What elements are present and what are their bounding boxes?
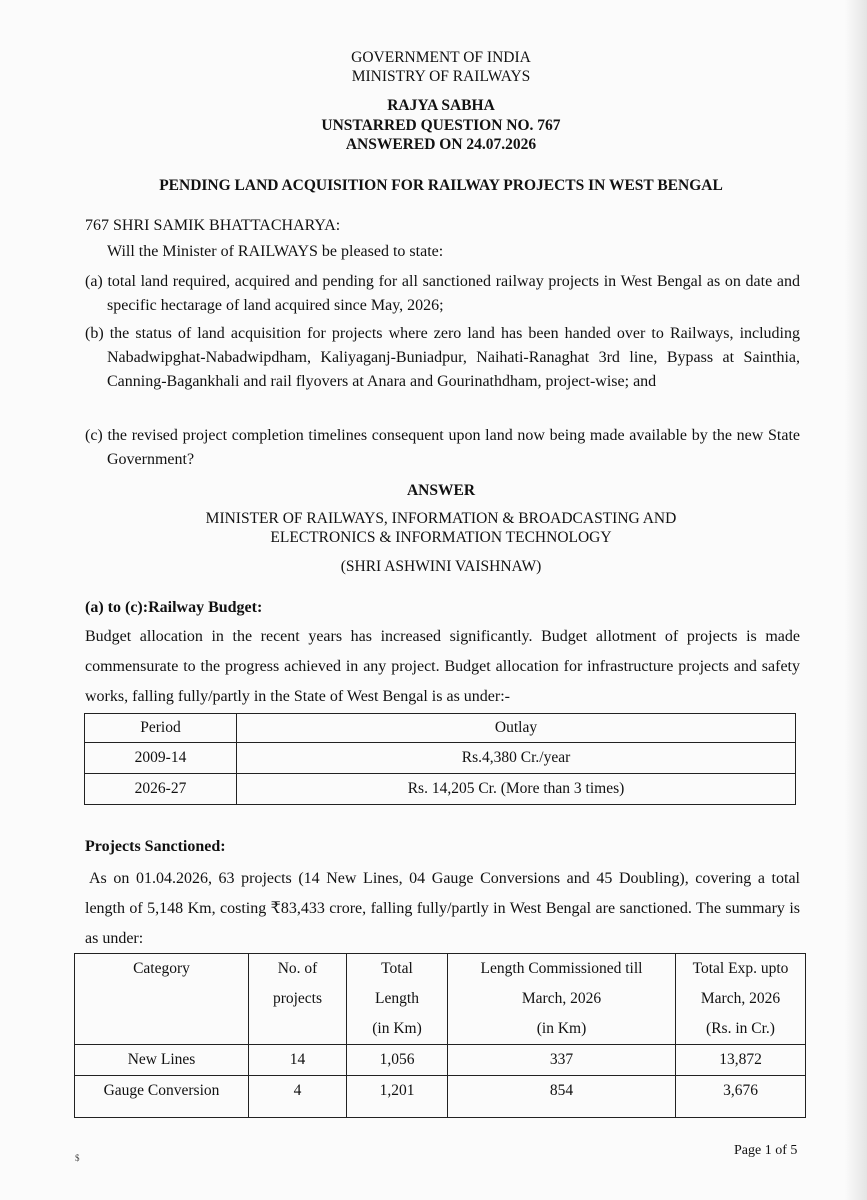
header-text: projects [272, 990, 323, 1007]
table-header-cell [347, 954, 448, 1045]
table-cell: 854 [448, 1076, 676, 1118]
question-part-b: (b) the status of land acquisition for projects where zero land has been handed over to Railways, including Nabadwipghat-Nabadwipdham, Kaliyaganj-Buniadpur, Naihati-Ranaghat 3rd line, Bypass at Sainthia, Canning-Bagankhali and rail flyovers at Anara and Gourinathdham, project-wise; and [85, 325, 800, 390]
budget-table [84, 713, 796, 805]
table-header-cell [676, 954, 806, 1045]
minister-name: (SHRI ASHWINI VAISHNAW) [340, 558, 542, 575]
table-cell: Gauge Conversion [75, 1076, 249, 1118]
footer-mark: $ [75, 1153, 80, 1163]
table-cell: New Lines [75, 1045, 249, 1076]
question-asker: 767 SHRI SAMIK BHATTACHARYA: [85, 217, 341, 234]
table-cell: 3,676 [676, 1076, 806, 1118]
table-header-cell: Period [85, 714, 237, 743]
header-government: GOVERNMENT OF INDIA [351, 49, 531, 66]
table-cell: 2009-14 [85, 743, 237, 774]
header-ministry: MINISTRY OF RAILWAYS [351, 68, 531, 85]
budget-paragraph: Budget allocation in the recent years has increased significantly. Budget allotment of projects is made commensurate to the progress achieved in any project. Budget allocation for infrastructure projects and safety works, falling fully/partly in the State of West Bengal is as under:- [85, 628, 800, 705]
table-cell: 337 [448, 1045, 676, 1076]
projects-table [74, 953, 806, 1118]
page-number: Page 1 of 5 [734, 1143, 798, 1158]
header-text: (in Km) [372, 1020, 422, 1037]
table-row [75, 1076, 806, 1118]
table-row [75, 1045, 806, 1076]
header-text: No. of [277, 960, 318, 977]
table-cell: 1,056 [347, 1045, 448, 1076]
header-house: RAJYA SABHA [387, 97, 495, 114]
budget-heading: (a) to (c):Railway Budget: [85, 599, 263, 616]
header-text: March, 2026 [700, 990, 781, 1007]
question-part-a: (a) total land required, acquired and pending for all sanctioned railway projects in West Bengal as on date and specific hectarage of land acquired since May, 2026; [85, 273, 800, 314]
table-header-cell [448, 954, 676, 1045]
question-part-c: (c) the revised project completion timelines consequent upon land now being made available by the new State Government? [85, 427, 800, 468]
header-text: Length [375, 990, 419, 1007]
table-header-cell [249, 954, 347, 1045]
table-row [85, 743, 796, 774]
table-cell: Rs.4,380 Cr./year [237, 743, 796, 774]
table-cell: 1,201 [347, 1076, 448, 1118]
table-header-row [75, 954, 806, 1045]
question-intro: Will the Minister of RAILWAYS be pleased to state: [107, 243, 444, 260]
minister-line-1: MINISTER OF RAILWAYS, INFORMATION & BROADCASTING AND [205, 510, 677, 527]
table-header-cell [75, 954, 249, 1045]
header-text: (Rs. in Cr.) [706, 1020, 775, 1037]
document-title: PENDING LAND ACQUISITION FOR RAILWAY PROJECTS IN WEST BENGAL [159, 177, 723, 194]
table-cell: 4 [249, 1076, 347, 1118]
table-cell: 2026-27 [85, 774, 237, 805]
table-cell: 13,872 [676, 1045, 806, 1076]
header-text: (in Km) [536, 1020, 587, 1037]
header-answered-on: ANSWERED ON 24.07.2026 [345, 136, 537, 153]
header-text: March, 2026 [521, 990, 602, 1007]
projects-heading: Projects Sanctioned: [85, 838, 226, 855]
table-cell: Rs. 14,205 Cr. (More than 3 times) [237, 774, 796, 805]
header-text: Length Commissioned till [480, 960, 643, 977]
header-text: Total [381, 960, 413, 977]
table-header-row [85, 714, 796, 743]
answer-heading: ANSWER [406, 482, 476, 499]
table-header-cell: Outlay [237, 714, 796, 743]
table-row [85, 774, 796, 805]
header-text: Total Exp. upto [692, 960, 789, 977]
header-question-no: UNSTARRED QUESTION NO. 767 [321, 117, 561, 134]
table-cell: 14 [249, 1045, 347, 1076]
projects-paragraph: As on 01.04.2026, 63 projects (14 New Lines, 04 Gauge Conversions and 45 Doubling), covering a total length of 5,148 Km, costing ₹83,433 crore, falling fully/partly in West Bengal are sanctioned. The summary is as under: [85, 870, 800, 947]
header-text: Category [133, 960, 190, 977]
minister-line-2: ELECTRONICS & INFORMATION TECHNOLOGY [270, 529, 612, 546]
